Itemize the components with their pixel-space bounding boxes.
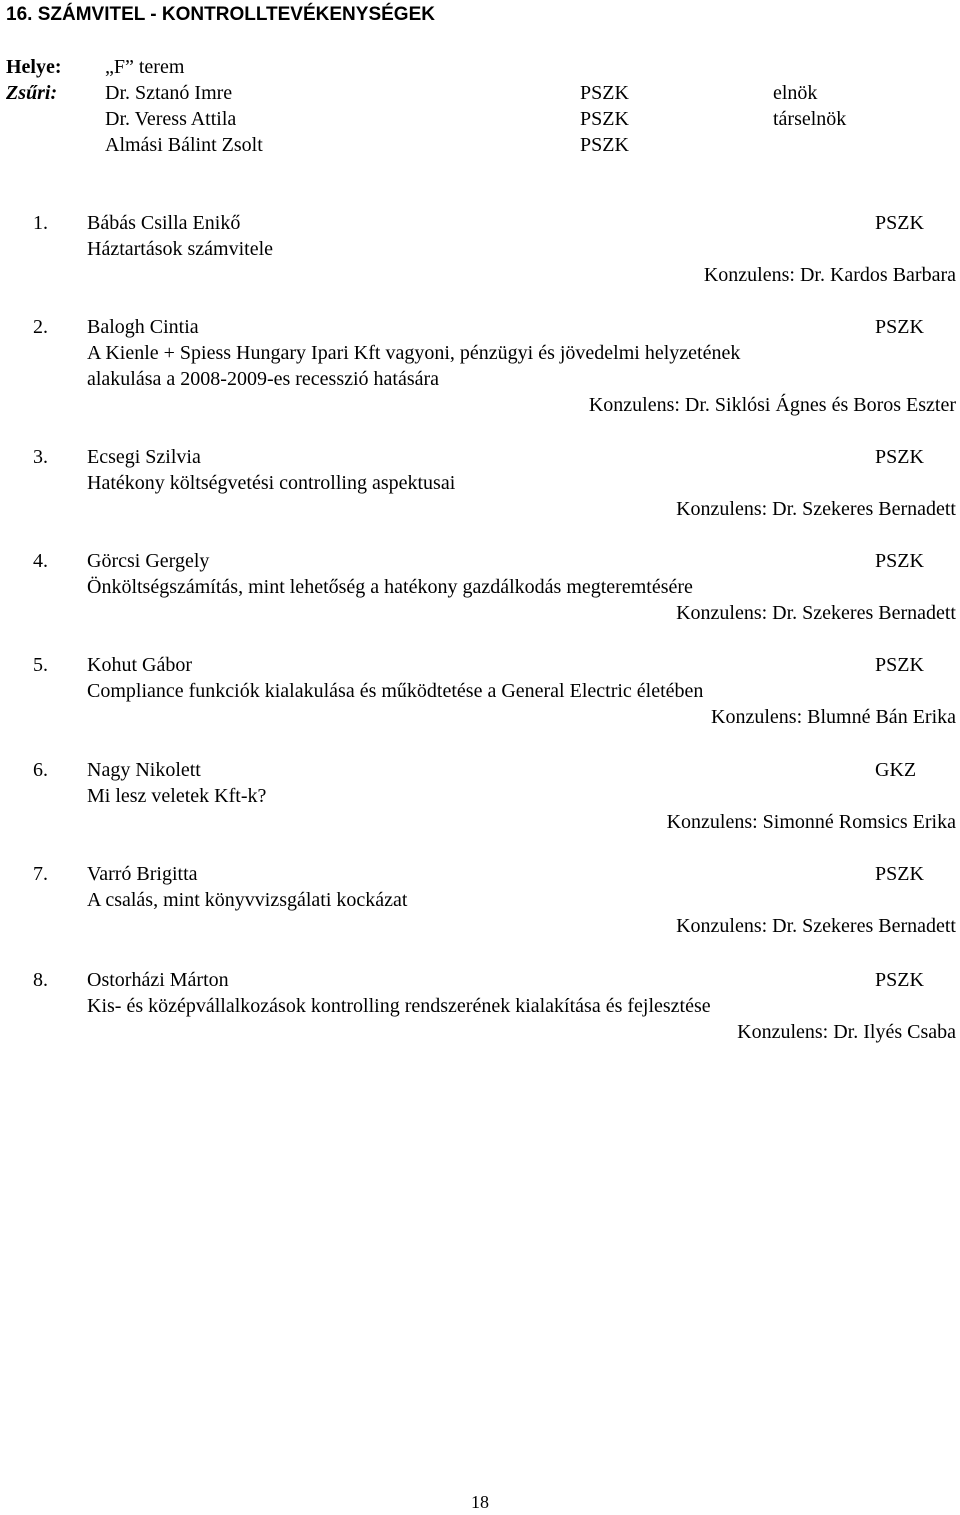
entry-consultant: Konzulens: Dr. Kardos Barbara	[703, 264, 956, 286]
entry-org: PSZK	[875, 446, 924, 468]
entry-number: 5.	[33, 654, 48, 676]
entry-name: Varró Brigitta	[87, 863, 198, 885]
jury-label: Zsűri:	[6, 82, 58, 104]
jury-role: elnök	[773, 82, 818, 104]
entry-consultant: Konzulens: Dr. Ilyés Csaba	[737, 1021, 956, 1043]
jury-org: PSZK	[580, 82, 629, 104]
entry-number: 4.	[33, 550, 48, 572]
jury-org: PSZK	[580, 134, 629, 156]
entry-number: 7.	[33, 863, 48, 885]
entry-name: Bábás Csilla Enikő	[87, 212, 241, 234]
entry-title-line: Hatékony költségvetési controlling aspektusai	[87, 472, 456, 494]
entry-number: 8.	[33, 969, 48, 991]
entry-title-line: A csalás, mint könyvvizsgálati kockázat	[87, 889, 408, 911]
entry-title-line: Háztartások számvitele	[87, 238, 274, 260]
entry-org: PSZK	[875, 654, 924, 676]
entry-title-line: Compliance funkciók kialakulása és működtetése a General Electric életében	[87, 680, 704, 702]
entry-number: 3.	[33, 446, 48, 468]
entry-consultant: Konzulens: Dr. Szekeres Bernadett	[676, 602, 956, 624]
entry-title-line: A Kienle + Spiess Hungary Ipari Kft vagyoni, pénzügyi és jövedelmi helyzetének	[87, 342, 741, 364]
entry-number: 1.	[33, 212, 48, 234]
entry-name: Nagy Nikolett	[87, 759, 201, 781]
section-title: 16. SZÁMVITEL - KONTROLLTEVÉKENYSÉGEK	[6, 4, 435, 25]
jury-org: PSZK	[580, 108, 629, 130]
entry-title-line: Kis- és középvállalkozások kontrolling rendszerének kialakítása és fejlesztése	[87, 995, 711, 1017]
entry-name: Kohut Gábor	[87, 654, 192, 676]
entry-consultant: Konzulens: Blumné Bán Erika	[711, 706, 956, 728]
entry-consultant: Konzulens: Dr. Szekeres Bernadett	[676, 915, 956, 937]
entry-org: PSZK	[875, 550, 924, 572]
entry-number: 6.	[33, 759, 48, 781]
entry-name: Balogh Cintia	[87, 316, 199, 338]
jury-name: Dr. Veress Attila	[105, 108, 237, 130]
entry-title-line: Mi lesz veletek Kft-k?	[87, 785, 267, 807]
venue-label: Helye:	[6, 56, 62, 78]
entry-title-line: alakulása a 2008-2009-es recesszió hatására	[87, 368, 440, 390]
entry-name: Görcsi Gergely	[87, 550, 210, 572]
entry-title-line: Önköltségszámítás, mint lehetőség a hatékony gazdálkodás megteremtésére	[87, 576, 693, 598]
entry-number: 2.	[33, 316, 48, 338]
entry-consultant: Konzulens: Dr. Szekeres Bernadett	[676, 498, 956, 520]
entry-consultant: Konzulens: Dr. Siklósi Ágnes és Boros Eszter	[588, 394, 956, 416]
entry-consultant: Konzulens: Simonné Romsics Erika	[666, 811, 956, 833]
jury-role: társelnök	[773, 108, 847, 130]
entry-org: PSZK	[875, 969, 924, 991]
entry-org: PSZK	[875, 316, 924, 338]
entry-name: Ostorházi Márton	[87, 969, 229, 991]
jury-name: Almási Bálint Zsolt	[105, 134, 263, 156]
entry-org: GKZ	[875, 759, 917, 781]
entry-name: Ecsegi Szilvia	[87, 446, 201, 468]
page-number: 18	[471, 1492, 489, 1512]
jury-name: Dr. Sztanó Imre	[105, 82, 233, 104]
entry-org: PSZK	[875, 212, 924, 234]
venue-value: „F” terem	[105, 56, 185, 78]
entry-org: PSZK	[875, 863, 924, 885]
